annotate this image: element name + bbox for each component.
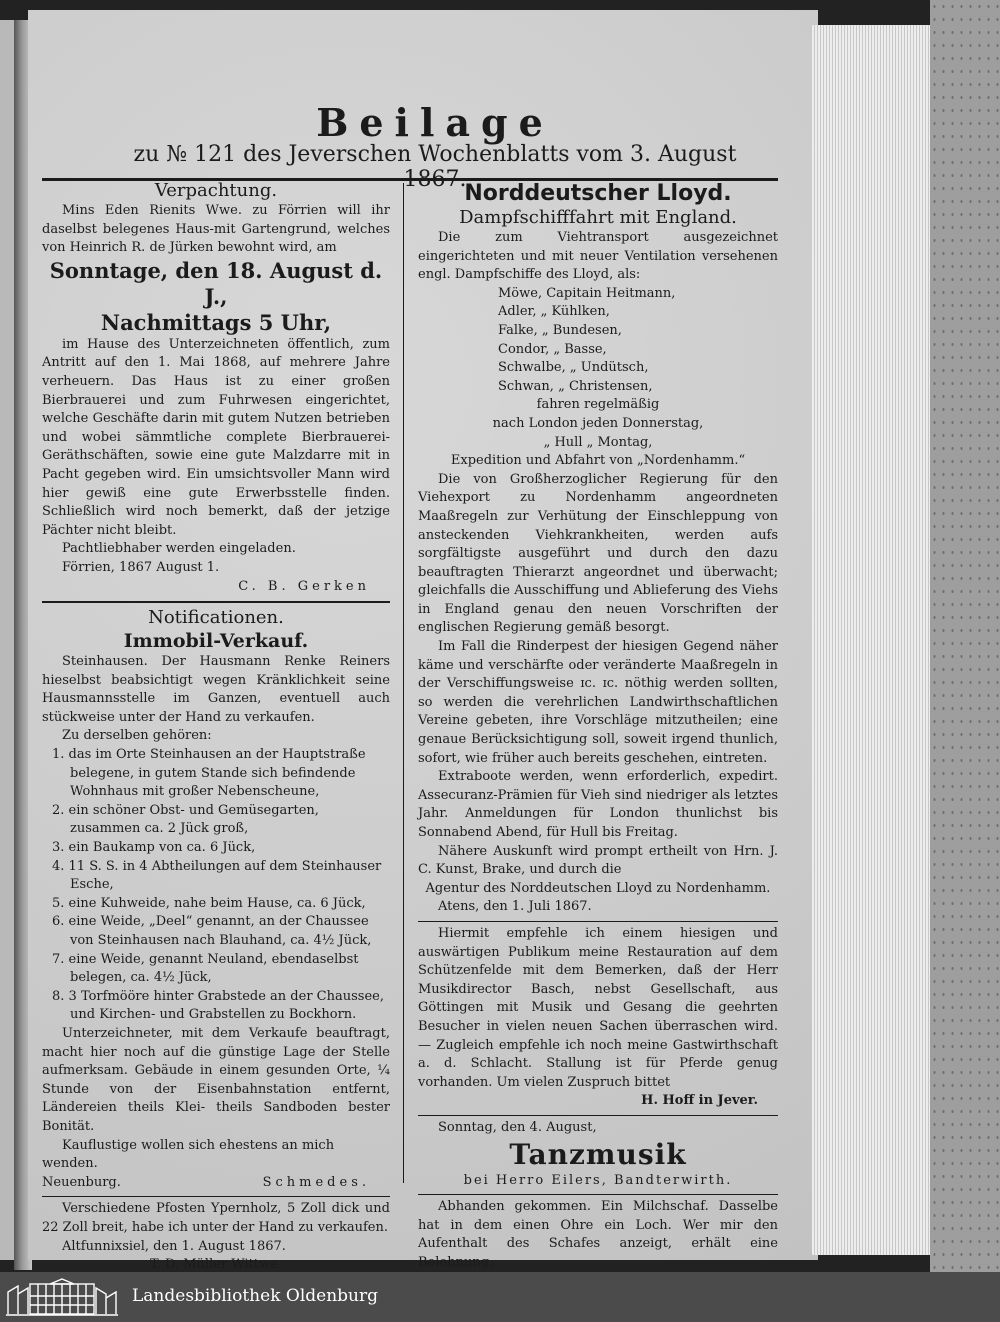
immobil-footer xyxy=(42,1174,390,1193)
lloyd-auskunft: Nähere Auskunft wird prompt ertheilt von Hrn. J. C. Kunst, Brake, und durch die xyxy=(418,843,778,878)
pfosten-text: Verschiedene Pfosten Ypernholz, 5 Zoll dick und 22 Zoll breit, habe ich unter der Hand zu verkaufen. xyxy=(42,1201,390,1235)
tanz1-date: Sonntag, den 4. August, xyxy=(438,1119,597,1135)
lloyd-rinderpest: Im Fall die Rinderpest der hiesigen Gegend näher käme und verschärfte oder veränderte Maaßregeln in der Verschiffungsweise ɪc. ɪc. nöthig werden sollten, so werden die verehrlichen Landwirthschaftlichen Vereine gebeten, ihre Vorschläge mitzutheilen; eine genaue Berücksichtigung soll, soweit irgend thunlich, sofort, wie früher auch bereits geschehen, eintreten. xyxy=(418,639,778,766)
lloyd-route: nach London jeden Donnerstag, xyxy=(492,415,704,431)
right-column xyxy=(418,180,778,1272)
library-footer xyxy=(0,1272,1000,1322)
ship-item: Schwan, „ Christensen, xyxy=(498,378,653,394)
column-rule xyxy=(403,183,404,1183)
separator xyxy=(418,1194,778,1195)
verpachtung-time: Nachmittags 5 Uhr, xyxy=(100,309,332,335)
page-edges xyxy=(812,25,944,1255)
hoff-text: Hiermit empfehle ich einem hiesigen und auswärtigen Publikum meine Restauration auf dem Schützenfelde mit dem Bemerken, daß der Herr Musikdirector Basch, nebst Gesellschaft, aus Göttingen mit Musik und Gesang die geehrten Besucher in vielen neuen Sachen überraschen wird. — Zugleich empfehle ich noch meine Gastwirthschaft a. d. Schlacht. Stallung ist für Pferde genug vorhanden. Um vielen Zuspruch bittet xyxy=(418,925,778,1090)
issue-line: zu № 121 des Jeverschen Wochenblatts vom 3. August 1867. xyxy=(133,142,737,192)
lloyd-agency: Agentur des Norddeutschen Lloyd zu Nordenhamm. xyxy=(425,880,771,896)
tanz1-title: Tanzmusik xyxy=(509,1137,687,1171)
separator xyxy=(418,1115,778,1116)
list-item: 2. ein schöner Obst- und Gemüsegarten, zusammen ca. 2 Jück groß, xyxy=(52,802,319,837)
lloyd-extraboote: Extraboote werden, wenn erforderlich, expedirt. Assecuranz-Prämien für Vieh sind niedriger als letztes Jahr. Anmeldungen für London thunlichst bis Sonnabend Abend, für Hull bis Freitag. xyxy=(418,769,778,840)
lloyd-subheading: Dampfschifffahrt mit England. xyxy=(459,207,737,228)
ship-item: Falke, „ Bundesen, xyxy=(498,322,622,338)
immobil-text: Steinhausen. Der Hausmann Renke Reiners hieselbst beabsichtigt wegen Kränklichkeit seine Hausmannsstelle im Ganzen, eventuell auch stückweise unter der Hand zu verkaufen. xyxy=(42,654,390,725)
list-item: 6. eine Weide, „Deel“ genannt, an der Chaussee von Steinhausen nach Blauhand, ca. 4½ Jück, xyxy=(52,914,372,948)
verpachtung-dateline: Förrien, 1867 August 1. xyxy=(62,559,220,575)
lloyd-heading: Norddeutscher Lloyd. xyxy=(464,181,732,206)
ship-item: Schwalbe, „ Undütsch, xyxy=(498,360,649,376)
separator xyxy=(42,1196,390,1197)
immobil-signature: Schmedes. xyxy=(262,1174,370,1190)
pfosten-dateline: Altfunnixsiel, den 1. August 1867. xyxy=(62,1238,286,1254)
ship-item: Condor, „ Basse, xyxy=(498,341,607,357)
immobil-notes: Unterzeichneter, mit dem Verkaufe beauftragt, macht hier noch auf die günstige Lage der Stelle aufmerksam. Gebäude in einem gesunden Orte, ¼ Stunde von der Eisenbahnstation entfernt, Ländereien theils Klei- theils Sandboden bester Bonität. xyxy=(42,1025,390,1134)
left-column xyxy=(42,180,390,1272)
separator xyxy=(418,921,778,922)
ship-item: Möwe, Capitain Heitmann, xyxy=(498,285,676,301)
book-cover xyxy=(930,0,1000,1272)
lloyd-route: „ Hull „ Montag, xyxy=(543,434,653,450)
verpachtung-heading: Verpachtung. xyxy=(154,180,278,201)
immobil-contact: Kauflustige wollen sich ehestens an mich wenden. xyxy=(42,1137,335,1172)
lloyd-dateline: Atens, den 1. Juli 1867. xyxy=(438,899,592,915)
verpachtung-invite: Pachtliebhaber werden eingeladen. xyxy=(62,541,296,557)
lloyd-route: fahren regelmäßig xyxy=(536,397,660,413)
supplement-title: Beilage xyxy=(316,100,554,145)
lloyd-intro: Die zum Viehtransport ausgezeichnet eingerichteten und mit neuer Ventilation versehenen engl. Dampfschiffe des Lloyd, als: xyxy=(418,230,778,283)
hoff-signature: H. Hoff in Jever. xyxy=(641,1093,758,1109)
list-item: 8. 3 Torfmööre hinter Grabstede an der Chaussee, und Kirchen- und Grabstellen zu Bockhorn. xyxy=(52,988,384,1023)
lloyd-regulations: Die von Großherzoglicher Regierung für den Viehexport zu Nordenhamm angeordneten Maaßregeln zur Verhütung der Einschleppung von ansteckenden Viehkrankheiten, werden aufs sorgfältigste ausgeführt und durch den dazu beauftragten Thierarzt angeordnet und überwacht; gleichfalls die Ausschiffung und Ablieferung des Viehs in England genau den neuen Vorschriften der englischen Regierung gemäß besorgt. xyxy=(418,471,778,636)
ship-item: Adler, „ Kühlken, xyxy=(498,304,610,320)
list-item: 1. das im Orte Steinhausen an der Hauptstraße belegene, in gutem Stande sich befindende Wohnhaus mit großer Nebenscheune, xyxy=(52,747,366,800)
notificationen-heading: Notificationen. xyxy=(148,607,284,629)
immobil-list xyxy=(42,746,390,1025)
schaf-text: Abhanden gekommen. Ein Milchschaf. Dasselbe hat in dem einen Ohre ein Loch. Wer mir den Aufenthalt des Schafes anzeigt, erhält eine Belohnung. xyxy=(418,1199,778,1270)
library-name: Landesbibliothek Oldenburg xyxy=(132,1286,379,1306)
lloyd-route: Expedition und Abfahrt von „Nordenhamm.“ xyxy=(450,453,746,469)
verpachtung-signature: C. B. Gerken xyxy=(238,578,370,594)
immobil-heading: Immobil-Verkauf. xyxy=(123,630,309,653)
immobil-intro: Zu derselben gehören: xyxy=(62,728,212,744)
list-item: 4. 11 S. S. in 4 Abtheilungen auf dem Steinhauser Esche, xyxy=(52,858,382,893)
verpachtung-date: Sonntage, den 18. August d. J., xyxy=(49,257,383,309)
verpachtung-details: im Hause des Unterzeichneten öffentlich, zum Antritt auf den 1. Mai 1868, auf mehrere Jahre verheuern. Das Haus ist zu einer großen Bierbrauerei und zum Fuhrwesen eingerichtet, welche Geschäfte darin mit gutem Nutzen betrieben und wobei sämmtliche complete Bierbrauerei-Geräthschäften, sowie eine gute Malzdarre mit in Pacht gegeben wird. Ein umsichtsvoller Mann wird hier gewiß eine gute Erwerbsstelle finden. Schließlich wird noch bemerkt, daß der jetzige Pächter nicht bleibt. xyxy=(42,336,390,538)
verpachtung-text: Mins Eden Rienits Wwe. zu Förrien will ihr daselbst belegenes Haus-mit Gartengrund, welches von Heinrich R. de Jürken bewohnt wird, am xyxy=(42,203,390,256)
separator xyxy=(42,601,390,603)
immobil-place: Neuenburg. xyxy=(42,1174,121,1190)
pfosten-signature: T. D. Müller Wittwe. xyxy=(150,1257,282,1272)
list-item: 3. ein Baukamp von ca. 6 Jück, xyxy=(52,840,256,856)
list-item: 7. eine Weide, genannt Neuland, ebendaselbst belegen, ca. 4½ Jück, xyxy=(52,951,359,986)
library-building-icon xyxy=(6,1278,118,1316)
list-item: 5. eine Kuhweide, nahe beim Hause, ca. 6 Jück, xyxy=(52,895,366,911)
tanz1-host: bei Herro Eilers, Bandterwirth. xyxy=(463,1172,733,1188)
ship-list xyxy=(418,285,778,397)
